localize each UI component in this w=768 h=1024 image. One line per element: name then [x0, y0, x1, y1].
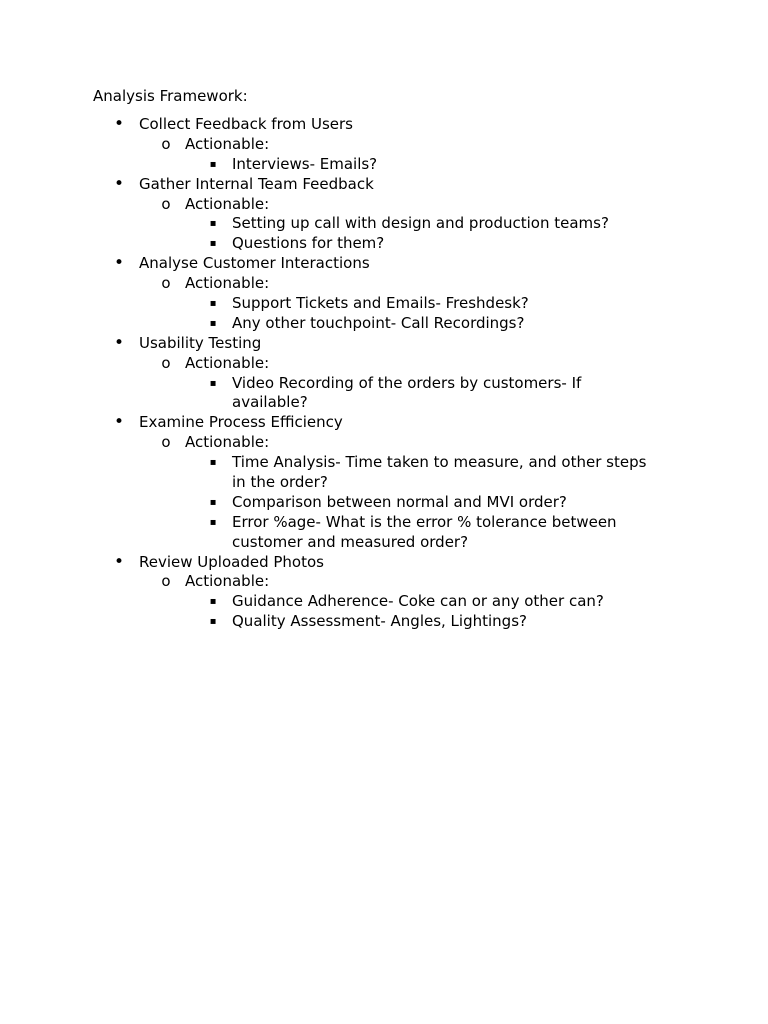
list-item — [0, 234, 768, 254]
action-item-text: Guidance Adherence- Coke can or any other can? — [232, 592, 604, 611]
bullet-marker: • — [113, 173, 125, 194]
section-heading: Examine Process Efficiency — [139, 413, 343, 432]
action-item-text: Comparison between normal and MVI order? — [232, 492, 567, 511]
action-item-text: Setting up call with design and production teams? — [232, 214, 609, 233]
action-item-text: Questions for them? — [232, 234, 385, 253]
list-item-continuation — [0, 393, 768, 413]
bullet-marker: • — [113, 332, 125, 353]
action-item-text: Time Analysis- Time taken to measure, and other steps — [232, 453, 647, 472]
actionable-label: Actionable: — [185, 353, 270, 372]
list-item — [0, 553, 768, 573]
list-item — [0, 354, 768, 374]
sub-bullet-marker: o — [161, 353, 171, 372]
list-item — [0, 413, 768, 433]
section-heading: Usability Testing — [139, 333, 262, 352]
list-item — [0, 493, 768, 513]
list-item — [0, 513, 768, 533]
square-bullet-marker: ▪ — [209, 457, 217, 469]
section-heading: Analyse Customer Interactions — [139, 254, 370, 273]
sub-bullet-marker: o — [161, 433, 171, 452]
list-item — [0, 612, 768, 632]
square-bullet-marker: ▪ — [209, 616, 217, 628]
action-item-text: Any other touchpoint- Call Recordings? — [232, 313, 525, 332]
list-item-continuation — [0, 533, 768, 553]
action-item-text-continued: in the order? — [232, 473, 328, 492]
list-item — [0, 453, 768, 473]
list-item — [0, 254, 768, 274]
sub-bullet-marker: o — [161, 572, 171, 591]
bullet-marker: • — [113, 412, 125, 433]
action-item-text-continued: available? — [232, 393, 308, 412]
list-item — [0, 195, 768, 215]
sub-bullet-marker: o — [161, 134, 171, 153]
action-item-text: Quality Assessment- Angles, Lightings? — [232, 612, 527, 631]
square-bullet-marker: ▪ — [209, 238, 217, 250]
square-bullet-marker: ▪ — [209, 158, 217, 170]
square-bullet-marker: ▪ — [209, 496, 217, 508]
list-item — [0, 115, 768, 135]
actionable-label: Actionable: — [185, 194, 270, 213]
action-item-text-continued: customer and measured order? — [232, 532, 469, 551]
list-item — [0, 155, 768, 175]
list-item — [0, 294, 768, 314]
action-item-text: Interviews- Emails? — [232, 154, 378, 173]
list-item — [0, 135, 768, 155]
section-heading: Gather Internal Team Feedback — [139, 174, 374, 193]
square-bullet-marker: ▪ — [209, 596, 217, 608]
list-item — [0, 374, 768, 394]
actionable-label: Actionable: — [185, 433, 270, 452]
framework-outline — [0, 115, 768, 632]
list-item-continuation — [0, 473, 768, 493]
actionable-label: Actionable: — [185, 274, 270, 293]
list-item — [0, 274, 768, 294]
square-bullet-marker: ▪ — [209, 218, 217, 230]
bullet-marker: • — [113, 114, 125, 134]
sub-bullet-marker: o — [161, 274, 171, 293]
square-bullet-marker: ▪ — [209, 317, 217, 329]
bullet-marker: • — [113, 253, 125, 274]
list-item — [0, 314, 768, 334]
document-title: Analysis Framework: — [93, 87, 248, 105]
sub-bullet-marker: o — [161, 194, 171, 213]
square-bullet-marker: ▪ — [209, 516, 217, 528]
list-item — [0, 214, 768, 234]
action-item-text: Error %age- What is the error % tolerance between — [232, 512, 617, 531]
list-item — [0, 572, 768, 592]
list-item — [0, 433, 768, 453]
section-heading: Collect Feedback from Users — [139, 115, 353, 133]
square-bullet-marker: ▪ — [209, 298, 217, 310]
action-item-text: Video Recording of the orders by customers- If — [232, 373, 582, 392]
list-item — [0, 175, 768, 195]
section-heading: Review Uploaded Photos — [139, 552, 324, 571]
list-item — [0, 334, 768, 354]
list-item — [0, 592, 768, 612]
actionable-label: Actionable: — [185, 572, 270, 591]
actionable-label: Actionable: — [185, 134, 270, 153]
bullet-marker: • — [113, 551, 125, 572]
square-bullet-marker: ▪ — [209, 377, 217, 389]
action-item-text: Support Tickets and Emails- Freshdesk? — [232, 294, 529, 313]
